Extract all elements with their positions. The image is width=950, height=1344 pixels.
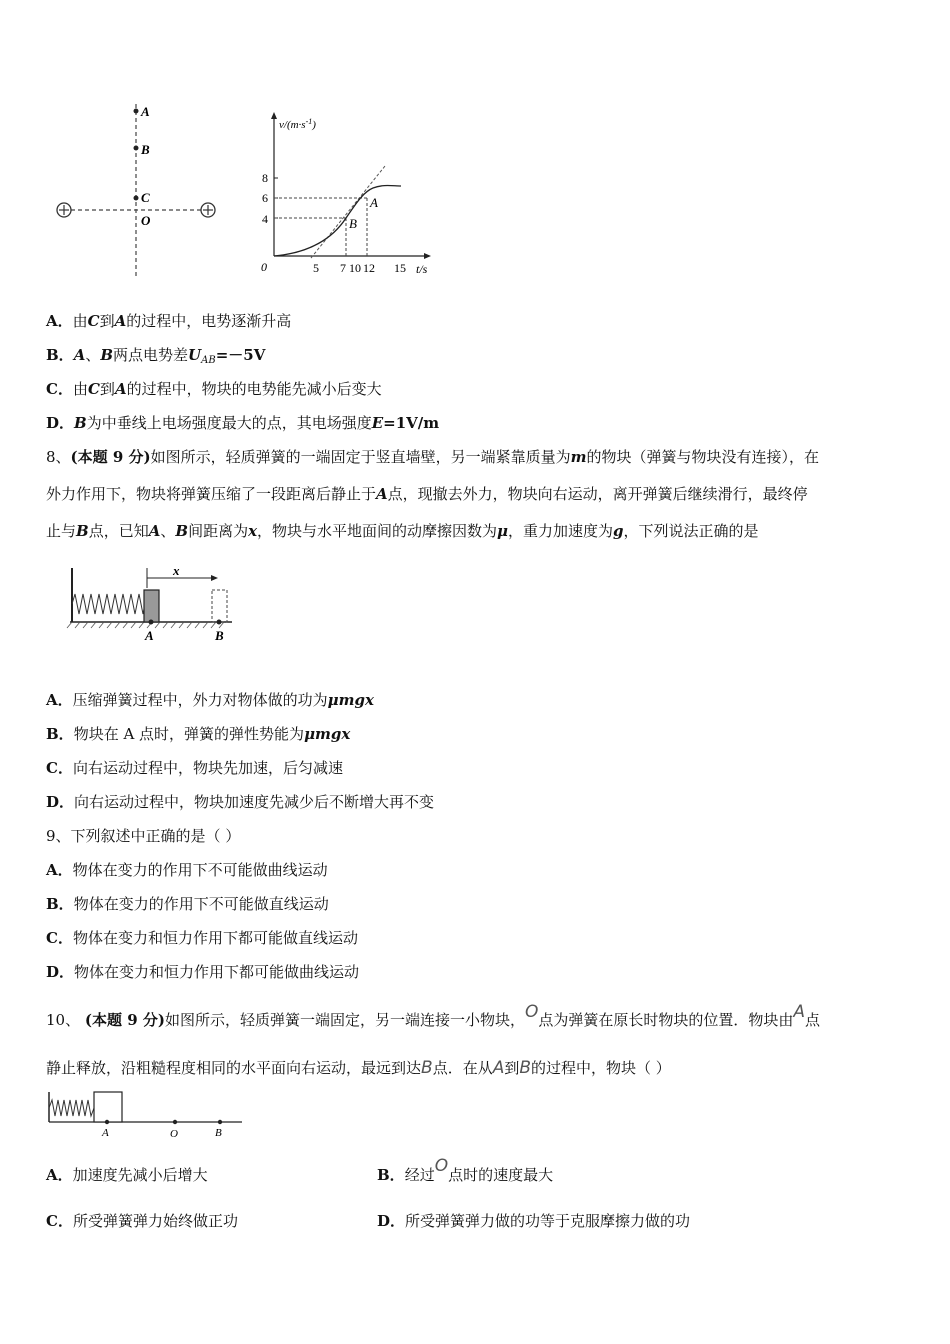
var-a: A — [73, 346, 86, 364]
var-c: C — [87, 380, 100, 398]
text: 到 — [504, 1059, 520, 1077]
text: 所受弹簧弹力做的功等于克服摩擦力做的功 — [405, 1212, 691, 1230]
text: 的过程中，物块的电势能先减小后变大 — [126, 380, 382, 398]
var-b: B — [421, 1058, 433, 1078]
text: 静止释放，沿粗糙程度相同的水平面向右运动，最远到达 — [46, 1059, 422, 1077]
point-a-dot — [134, 109, 139, 114]
var-b: B — [100, 346, 114, 364]
y-tick-6: 6 — [262, 191, 268, 205]
option-label: C． — [46, 929, 73, 947]
question-number: 8、 — [46, 448, 71, 466]
var-b: B — [519, 1058, 532, 1078]
text: 如图所示，轻质弹簧的一端固定于竖直墙壁，另一端紧靠质量为 — [150, 448, 571, 466]
option-label: B． — [46, 725, 74, 743]
option-label: B． — [46, 346, 74, 364]
option-label: B． — [46, 895, 74, 913]
x-tick-10: 10 — [349, 261, 361, 275]
q9-option-d — [46, 962, 359, 982]
text: 的过程中，物块（ ） — [531, 1059, 671, 1077]
option-label: B． — [377, 1166, 405, 1184]
text: 点．在从 — [432, 1059, 493, 1077]
q8-option-d — [46, 792, 434, 812]
option-label: A． — [46, 861, 73, 879]
question-number: 10、 — [46, 1011, 81, 1029]
text: 物体在变力的作用下不可能做直线运动 — [73, 895, 329, 913]
var-a: A — [492, 1058, 505, 1078]
label-b: B — [141, 142, 150, 157]
text: 为中垂线上电场强度最大的点，其电场强度 — [86, 414, 372, 432]
text: 物体在变力和恒力作用下都可能做曲线运动 — [74, 963, 360, 981]
option-label: D． — [46, 793, 75, 811]
q10-line-1 — [46, 1002, 821, 1032]
vt-graph — [255, 108, 440, 278]
x-tick-5: 5 — [313, 261, 319, 275]
label-a: A — [145, 628, 154, 643]
option-label: C． — [46, 759, 73, 777]
point-b-dot — [134, 146, 139, 151]
block — [94, 1092, 122, 1122]
text: ，下列说法正确的是 — [623, 522, 759, 540]
option-label: A． — [46, 691, 73, 709]
x-tick-15: 15 — [394, 261, 406, 275]
origin-label: 0 — [261, 260, 267, 274]
text: 止与 — [46, 522, 77, 540]
var-o: O — [434, 1156, 449, 1176]
spring — [49, 1100, 94, 1116]
text: 点，现撤去外力，物块向右运动，离开弹簧后继续滑行，最终停 — [387, 485, 808, 503]
option-label: C． — [46, 380, 73, 398]
option-label: A． — [46, 1166, 73, 1184]
text: 由 — [72, 380, 88, 398]
graph-point-b: B — [349, 216, 357, 231]
var-b: B — [175, 522, 189, 540]
text: 所受弹簧弹力始终做正功 — [72, 1212, 238, 1230]
q10-line-2 — [46, 1056, 671, 1080]
q8-spring-figure — [66, 560, 236, 646]
y-tick-4: 4 — [262, 212, 268, 226]
q9-title: 9、下列叙述中正确的是（ ） — [46, 827, 241, 845]
q9-option-c — [46, 928, 358, 948]
text: 点 — [805, 1011, 821, 1029]
text: 间距离为 — [188, 522, 249, 540]
q9-option-a — [46, 860, 328, 880]
q7-option-c — [46, 379, 382, 399]
charge-figure — [50, 96, 225, 278]
label-o: O — [170, 1128, 178, 1140]
q8-option-c — [46, 758, 343, 778]
block-at-a — [144, 590, 159, 622]
q8-line-1 — [46, 447, 819, 467]
text: 经过 — [404, 1166, 435, 1184]
q8-option-a — [46, 690, 374, 710]
q8-option-b — [46, 724, 350, 744]
var-mu: μ — [497, 522, 509, 540]
option-label: D． — [377, 1212, 406, 1230]
formula: μmgx — [327, 691, 374, 709]
label-x: x — [173, 563, 180, 578]
velocity-curve — [274, 186, 401, 257]
spring — [72, 594, 145, 614]
question-meta: (本题 9 分) — [70, 448, 151, 466]
text: 外力作用下，物块将弹簧压缩了一段距离后静止于 — [46, 485, 377, 503]
q10-option-c — [46, 1211, 238, 1231]
var-a: A — [148, 522, 161, 540]
text: 如图所示，轻质弹簧一端固定，另一端连接一小物块， — [164, 1011, 525, 1029]
q8-line-3 — [46, 521, 759, 541]
q7-option-d — [46, 413, 439, 433]
var-e: E — [371, 414, 384, 432]
t-axis-label: t/s — [416, 262, 428, 276]
var-g: g — [613, 522, 624, 540]
label-a: A — [141, 104, 150, 119]
option-label: A． — [46, 312, 73, 330]
tangent-line — [311, 166, 385, 258]
var-b: B — [74, 414, 87, 432]
var-o: O — [524, 1002, 539, 1022]
x-tick-12: 12 — [363, 261, 375, 275]
text: 物体在变力的作用下不可能做曲线运动 — [72, 861, 328, 879]
label-o: O — [141, 213, 151, 228]
option-label: C． — [46, 1212, 73, 1230]
text: 点为弹簧在原长时物块的位置．物块由 — [538, 1011, 794, 1029]
text: =1V/m — [383, 414, 440, 432]
formula: μmgx — [304, 725, 351, 743]
graph-point-a: A — [370, 195, 378, 210]
var-b: B — [76, 522, 89, 540]
text: 由 — [72, 312, 88, 330]
var-a: A — [376, 485, 388, 503]
text: 、 — [85, 346, 101, 364]
text: 点时的速度最大 — [448, 1166, 554, 1184]
label-a: A — [102, 1127, 109, 1139]
text: 两点电势差 — [113, 346, 189, 364]
v-axis-label: $v/(m\cdot s^{-1})$ — [279, 117, 316, 131]
block-at-b — [212, 590, 227, 622]
var-a: A — [114, 380, 127, 398]
text: 压缩弹簧过程中，外力对物体做的功为 — [72, 691, 328, 709]
label-c: C — [141, 190, 150, 205]
text: 物块在 A 点时，弹簧的弹性势能为 — [73, 725, 305, 743]
text: ，重力加速度为 — [508, 522, 614, 540]
text: 点，已知 — [88, 522, 149, 540]
q9-option-b — [46, 894, 329, 914]
q10-option-a — [46, 1165, 208, 1185]
subscript-ab: AB — [201, 355, 216, 366]
var-m: m — [570, 448, 587, 466]
text: 到 — [99, 380, 115, 398]
var-x: x — [248, 522, 258, 540]
text: 、 — [160, 522, 176, 540]
var-u: U — [188, 346, 202, 364]
q10-option-d — [377, 1211, 690, 1231]
option-label: D． — [46, 963, 75, 981]
q10-option-b — [377, 1156, 554, 1185]
option-label: D． — [46, 414, 75, 432]
label-b: B — [215, 628, 224, 643]
q8-line-2 — [46, 484, 808, 504]
text: 向右运动过程中，物块先加速，后匀减速 — [72, 759, 343, 777]
text: 到 — [99, 312, 115, 330]
text: 加速度先减小后增大 — [72, 1166, 208, 1184]
question-meta: (本题 9 分) — [84, 1011, 165, 1029]
text: 物体在变力和恒力作用下都可能做直线运动 — [72, 929, 358, 947]
text: ，物块与水平地面间的动摩擦因数为 — [257, 522, 498, 540]
text: 向右运动过程中，物块加速度先减少后不断增大再不变 — [74, 793, 435, 811]
q7-option-b — [46, 345, 265, 371]
var-c: C — [87, 312, 100, 330]
text: 的物块（弹簧与物块没有连接），在 — [586, 448, 820, 466]
q10-spring-figure — [46, 1090, 246, 1140]
q7-option-a — [46, 311, 291, 331]
text: =－5V — [215, 346, 266, 364]
x-tick-7: 7 — [340, 261, 346, 275]
text: 的过程中，电势逐渐升高 — [126, 312, 292, 330]
var-a: A — [793, 1002, 806, 1022]
y-tick-8: 8 — [262, 171, 268, 185]
var-a: A — [114, 312, 127, 330]
label-b: B — [215, 1127, 222, 1139]
point-c-dot — [134, 196, 139, 201]
